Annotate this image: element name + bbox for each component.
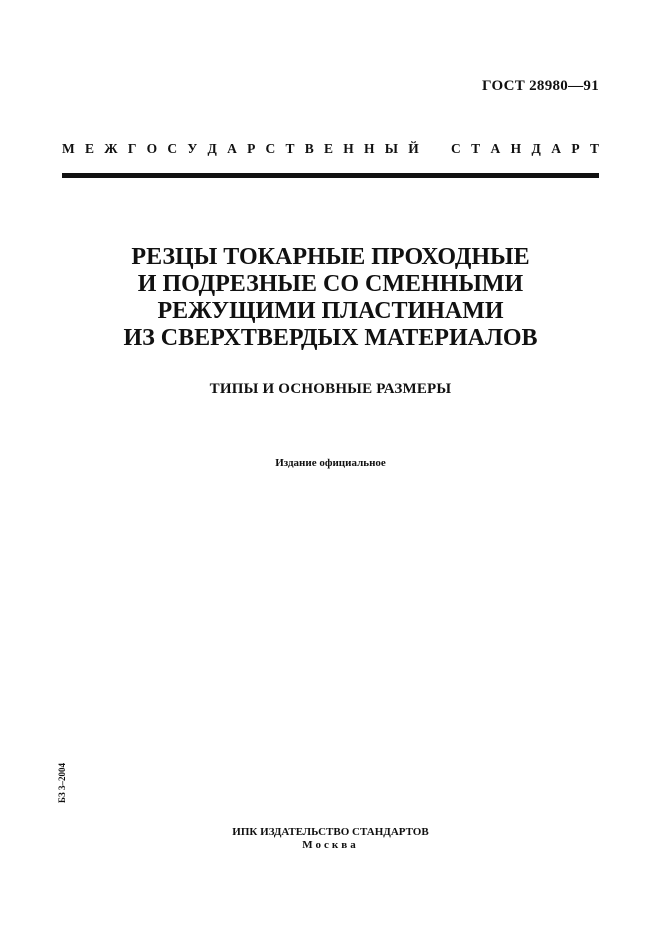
spaced-letter: М bbox=[62, 141, 75, 156]
publisher-city: Москва bbox=[302, 839, 359, 851]
document-title bbox=[62, 244, 599, 352]
spaced-letter: Т bbox=[589, 141, 599, 156]
header-divider bbox=[62, 173, 599, 178]
spaced-letter: Т bbox=[471, 141, 481, 156]
spaced-letter: Р bbox=[571, 141, 580, 156]
title-line: И ПОДРЕЗНЫЕ СО СМЕННЫМИ bbox=[137, 271, 524, 297]
spaced-letter: А bbox=[490, 141, 501, 156]
spaced-letter: Е bbox=[84, 141, 94, 156]
spaced-letter: Ж bbox=[104, 141, 118, 156]
spaced-letter: У bbox=[187, 141, 198, 156]
spaced-letter: Р bbox=[247, 141, 256, 156]
spaced-letter: Г bbox=[127, 141, 137, 156]
title-line: РЕЗЦЫ ТОКАРНЫЕ ПРОХОДНЫЕ bbox=[131, 244, 530, 270]
spaced-letter: Н bbox=[364, 141, 375, 156]
interstate-standard-label bbox=[62, 141, 599, 157]
spaced-letter: А bbox=[227, 141, 237, 156]
spaced-letter: Й bbox=[408, 141, 419, 156]
spaced-letter: С bbox=[265, 141, 276, 156]
spaced-letter: Е bbox=[324, 141, 334, 156]
gost-number: ГОСТ 28980—91 bbox=[481, 78, 599, 94]
spaced-letter: О bbox=[146, 141, 158, 156]
side-code bbox=[57, 743, 71, 803]
document-subtitle: ТИПЫ И ОСНОВНЫЕ РАЗМЕРЫ bbox=[209, 381, 452, 397]
spaced-letter: Н bbox=[343, 141, 354, 156]
publisher-block bbox=[62, 826, 599, 852]
edition-note: Издание официальное bbox=[275, 457, 386, 469]
interstate-word bbox=[62, 141, 419, 157]
spaced-letter: Д bbox=[531, 141, 541, 156]
spaced-letter: Т bbox=[285, 141, 295, 156]
publisher-name: ИПК ИЗДАТЕЛЬСТВО СТАНДАРТОВ bbox=[232, 826, 429, 838]
title-line: ИЗ СВЕРХТВЕРДЫХ МАТЕРИАЛОВ bbox=[123, 325, 538, 351]
spaced-letter: Д bbox=[207, 141, 217, 156]
spaced-letter: С bbox=[167, 141, 178, 156]
spaced-letter: Ы bbox=[384, 141, 399, 156]
spaced-letter: В bbox=[304, 141, 314, 156]
side-code-text: БЗ 3–2004 bbox=[57, 763, 67, 803]
title-line: РЕЖУЩИМИ ПЛАСТИНАМИ bbox=[157, 298, 504, 324]
spaced-letter: А bbox=[551, 141, 561, 156]
spaced-letter: С bbox=[451, 141, 461, 156]
spaced-letter: Н bbox=[510, 141, 522, 156]
standard-word bbox=[451, 141, 599, 157]
